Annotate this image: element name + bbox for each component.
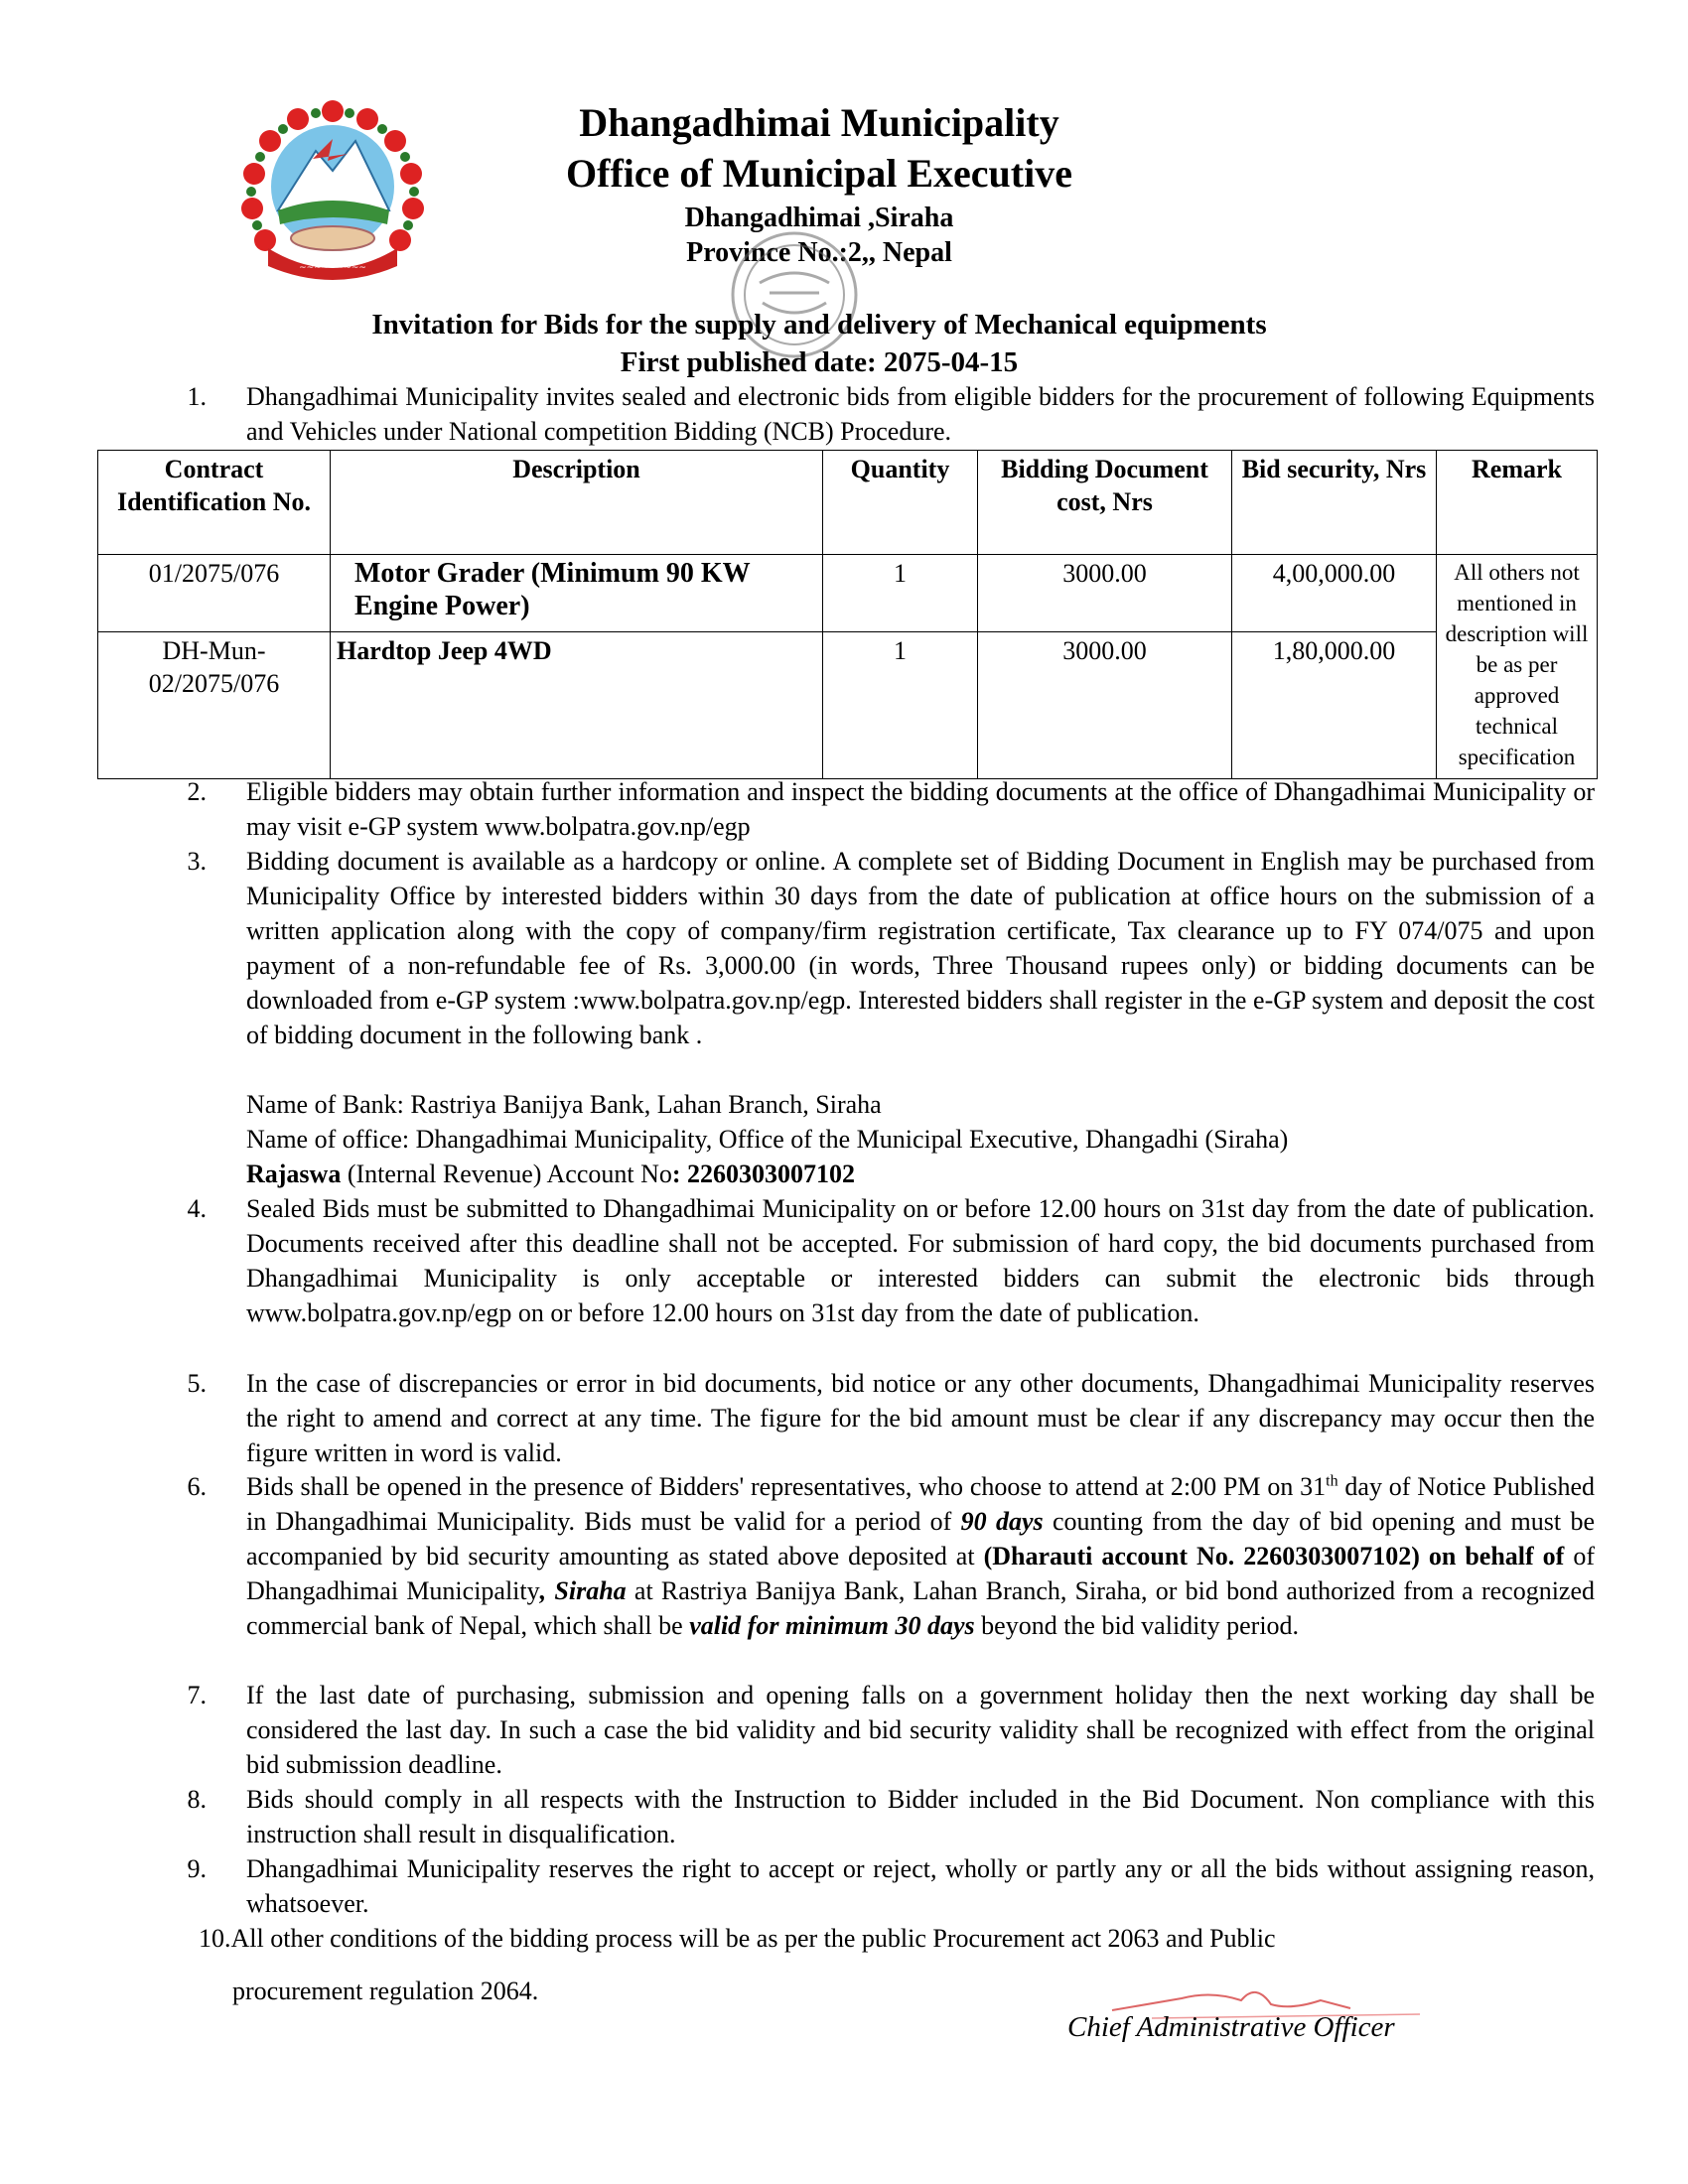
table-row	[98, 555, 1598, 632]
item-7-text: If the last date of purchasing, submission and opening falls on a government holiday then the next working day shall be considered the last day. In such a case the bid validity and bid security validity shall be recognized with effect from the original bid submission deadline.	[246, 1681, 1595, 1779]
table-header-row	[98, 451, 1598, 555]
bids-table	[97, 450, 1598, 779]
col-bid-security: Bid security, Nrs	[1232, 451, 1437, 555]
item-10-text: 10.All other conditions of the bidding process will be as per the public Procurement act 2063 and Public	[199, 1924, 1276, 1953]
contract-id-cell: 01/2075/076	[98, 555, 331, 632]
item-number: 9.	[187, 1854, 207, 1883]
notice-title: Invitation for Bids for the supply and delivery of Mechanical equipments	[371, 309, 1267, 341]
item-number: 7.	[187, 1681, 207, 1709]
account-type: Rajaswa	[246, 1160, 342, 1188]
item-number: 3.	[187, 847, 207, 876]
item-number: 8.	[187, 1785, 207, 1814]
account-number	[246, 1157, 1595, 1191]
description-cell: Motor Grader (Minimum 90 KW Engine Power)	[331, 555, 823, 632]
table-row	[98, 632, 1598, 779]
description-cell: Hardtop Jeep 4WD	[331, 632, 823, 779]
contract-id-cell: DH-Mun-02/2075/076	[98, 632, 331, 779]
item-1-text: Dhangadhimai Municipality invites sealed and electronic bids from eligible bidders for the procurement of following Equipments and Vehicles under National competition Bidding (NCB) Procedure.	[246, 382, 1595, 446]
account-label: (Internal Revenue) Account No	[341, 1160, 672, 1188]
svg-text:~~~~~~~~~: ~~~~~~~~~	[299, 263, 366, 273]
item-number: 2.	[187, 777, 207, 806]
office-location: Dhangadhimai ,Siraha	[684, 203, 954, 233]
account-value: : 2260303007102	[671, 1160, 856, 1188]
bid-security-cell: 1,80,000.00	[1232, 632, 1437, 779]
bid-security-cell: 4,00,000.00	[1232, 555, 1437, 632]
publication-date: First published date: 2075-04-15	[620, 346, 1019, 378]
item-number: 1.	[187, 382, 207, 411]
item-2-text: Eligible bidders may obtain further information and inspect the bidding documents at the office of Dhangadhimai Municipality or may visit e-GP system www.bolpatra.gov.np/egp	[246, 777, 1595, 841]
item-9-text: Dhangadhimai Municipality reserves the right to accept or reject, wholly or partly any or all the bids without assigning reason, whatsoever.	[246, 1854, 1595, 1918]
col-remark: Remark	[1437, 451, 1598, 555]
col-contract-id: Contract Identification No.	[98, 451, 331, 555]
item-number: 4.	[187, 1194, 207, 1223]
office-name-line: Name of office: Dhangadhimai Municipality, Office of the Municipal Executive, Dhangadhi (Siraha)	[246, 1125, 1289, 1154]
remark-cell: All others not mentioned in description will be as per approved technical specification	[1437, 555, 1598, 779]
office-province: Province No.:2,, Nepal	[686, 237, 952, 268]
item-number: 5.	[187, 1369, 207, 1398]
item-number: 6.	[187, 1472, 207, 1501]
item-4-text: Sealed Bids must be submitted to Dhangadhimai Municipality on or before 12.00 hours on 31st day from the date of publication. Documents received after this deadline shall not be accepted. For submission of hard copy, the bid documents purchased from Dhangadhimai Municipality is only acceptable or interested bidders can submit the electronic bids through www.bolpatra.gov.np/egp on or before 12.00 hours on 31st day from the date of publication.	[246, 1194, 1595, 1327]
item-3-text: Bidding document is available as a hardcopy or online. A complete set of Bidding Document in English may be purchased from Municipality Office by interested bidders within 30 days from the date of publication at office hours on the submission of a written application along with the copy of company/firm registration certificate, Tax clearance up to FY 074/075 and upon payment of a non-refundable fee of Rs. 3,000.00 (in words, Three Thousand rupees only) or bidding documents can be downloaded from e-GP system :www.bolpatra.gov.np/egp. Interested bidders shall register in the e-GP system and deposit the cost of bidding document in the following bank .	[246, 847, 1595, 1049]
item-6-text: Bids shall be opened in the presence of Bidders' representatives, who choose to attend at 2:00 PM on 31th day of Notice Published in Dhangadhimai Municipality. Bids must be valid for a period of 90 days counting from the day of bid opening and must be accompanied by bid security amounting as stated above deposited at (Dharauti account No. 2260303007102) on behalf of of Dhangadhimai Municipality, Siraha at Rastriya Banijya Bank, Lahan Branch, Siraha, or bid bond authorized from a recognized commercial bank of Nepal, which shall be valid for minimum 30 days beyond the bid validity period.	[246, 1472, 1595, 1640]
municipality-name: Dhangadhimai Municipality	[579, 100, 1059, 145]
quantity-cell: 1	[823, 555, 978, 632]
signatory-title: Chief Administrative Officer	[1067, 2011, 1395, 2043]
office-name: Office of Municipal Executive	[566, 151, 1072, 196]
item-10-text-cont: procurement regulation 2064.	[232, 1977, 539, 2005]
doc-cost-cell: 3000.00	[978, 632, 1232, 779]
col-doc-cost: Bidding Document cost, Nrs	[978, 451, 1232, 555]
col-quantity: Quantity	[823, 451, 978, 555]
bank-name: Name of Bank: Rastriya Banijya Bank, Lahan Branch, Siraha	[246, 1090, 882, 1119]
item-5-text: In the case of discrepancies or error in bid documents, bid notice or any other documents, Dhangadhimai Municipality reserves the right to amend and correct at any time. The figure for the bid amount must be clear if any discrepancy may occur then the figure written in word is valid.	[246, 1369, 1595, 1467]
col-description: Description	[331, 451, 823, 555]
item-8-text: Bids should comply in all respects with the Instruction to Bidder included in the Bid Document. Non compliance with this instruction shall result in disqualification.	[246, 1785, 1595, 1848]
doc-cost-cell: 3000.00	[978, 555, 1232, 632]
quantity-cell: 1	[823, 632, 978, 779]
